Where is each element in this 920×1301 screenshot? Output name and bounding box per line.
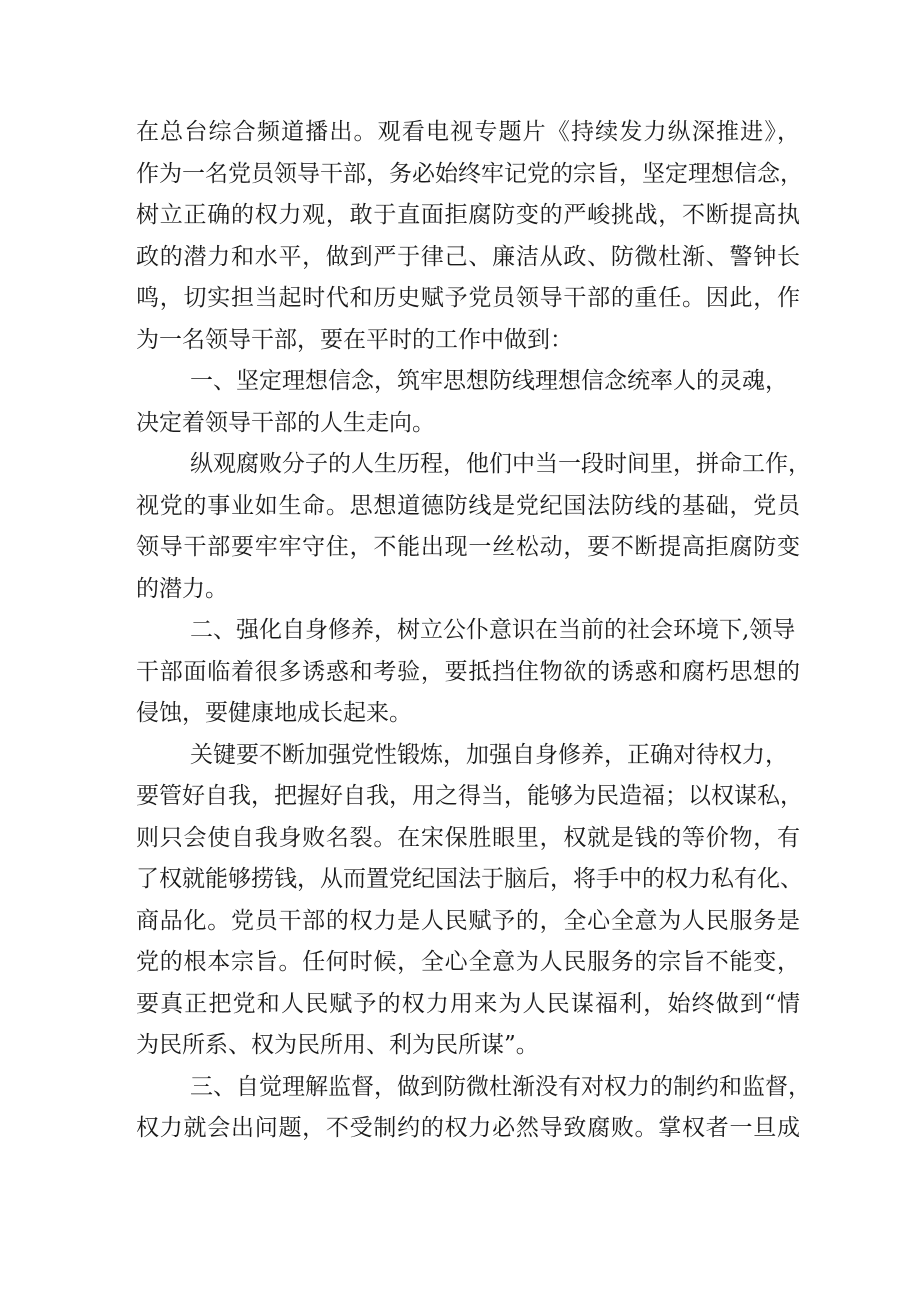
section-heading-1: 一、坚定理想信念，筑牢思想防线理想信念统率人的灵魂， <box>190 368 788 394</box>
text-line: 政的潜力和水平，做到严于律己、廉洁从政、防微杜渐、警钟长 <box>136 243 800 270</box>
text-line: 要管好自我，把握好自我，用之得当，能够为民造福；以权谋私， <box>136 783 803 809</box>
text-line: 作为一名党员领导干部，务必始终牢记党的宗旨，坚定理想信念， <box>136 160 803 187</box>
text-line: 决定着领导干部的人生走向。 <box>136 409 435 436</box>
text-line: 党的根本宗旨。任何时候，全心全意为人民服务的宗旨不能变， <box>136 949 800 975</box>
text-line: 干部面临着很多诱惑和考验，要抵挡住物欲的诱惑和腐朽思想的 <box>136 658 800 685</box>
text-line: 纵观腐败分子的人生历程，他们中当一段时间里，拼命工作， <box>190 451 811 477</box>
text-line: 为一名领导干部，要在平时的工作中做到： <box>136 326 573 353</box>
text-line: 树立正确的权力观，敢于直面拒腐防变的严峻挑战，不断提高执 <box>136 202 800 228</box>
text-line: 在总台综合频道播出。观看电视专题片《持续发力纵深推进》， <box>136 119 800 145</box>
text-line: 为民所系、权为民所用、利为民所谋”。 <box>136 1032 539 1058</box>
text-line: 商品化。党员干部的权力是人民赋予的，全心全意为人民服务是 <box>136 907 800 934</box>
text-line: 领导干部要牢牢守住，不能出现一丝松动，要不断提高拒腐防变 <box>136 534 800 560</box>
text-line: 了权就能够捞钱，从而置党纪国法于脑后，将手中的权力私有化、 <box>136 866 803 892</box>
section-heading-2: 二、强化自身修养，树立公仆意识在当前的社会环境下,领导 <box>190 617 796 643</box>
text-line: 的潜力。 <box>136 575 228 602</box>
text-line: 权力就会出问题，不受制约的权力必然导致腐败。掌权者一旦成 <box>136 1115 800 1141</box>
text-line: 则只会使自我身败名裂。在宋保胜眼里，权就是钱的等价物，有 <box>136 824 800 851</box>
document-body <box>136 112 811 1150</box>
text-line: 鸣，切实担当起时代和历史赋予党员领导干部的重任。因此，作 <box>136 285 800 311</box>
text-line: 视党的事业如生命。思想道德防线是党纪国法防线的基础，党员 <box>136 492 800 519</box>
text-line: 要真正把党和人民赋予的权力用来为人民谋福利，始终做到“情 <box>136 990 800 1017</box>
text-line: 关键要不断加强党性锻炼，加强自身修养，正确对待权力， <box>190 741 788 768</box>
text-line: 侵蚀，要健康地成长起来。 <box>136 700 412 726</box>
section-heading-3: 三、自觉理解监督，做到防微杜渐没有对权力的制约和监督， <box>190 1073 811 1100</box>
